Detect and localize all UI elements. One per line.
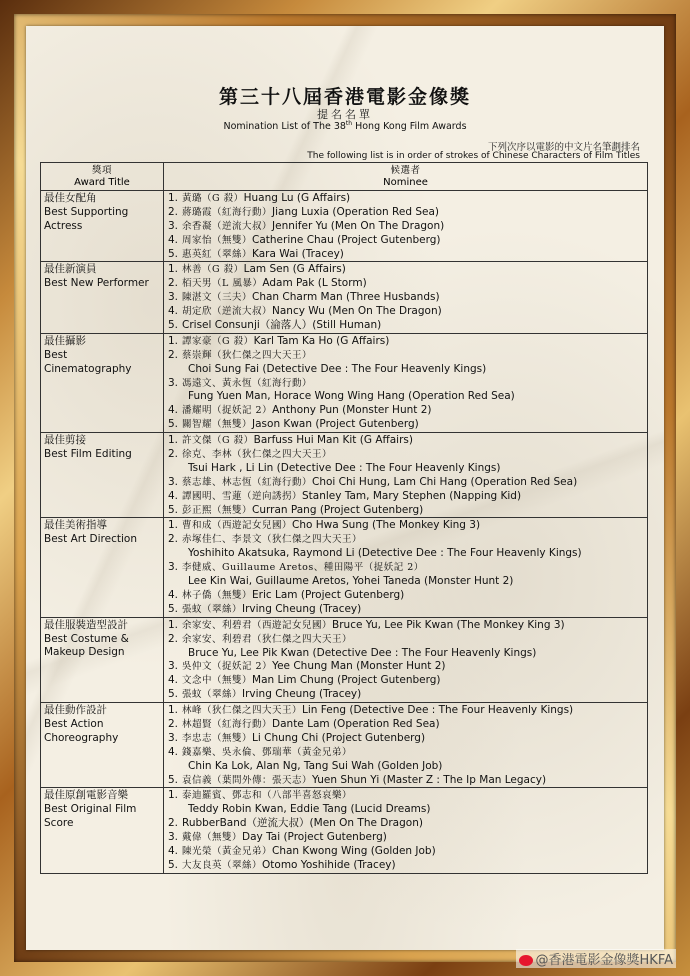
nominee-number: 1.	[168, 334, 179, 347]
nominee-line	[168, 817, 647, 831]
nominee-number: 2.	[168, 277, 179, 290]
nominee-name-en: Yee Chung Man (Monster Hunt 2)	[272, 660, 446, 673]
nominee-name-zh: 黃璐（G 殺）	[182, 193, 244, 204]
table-row	[41, 334, 647, 433]
nominee-name-zh: 曹和成（西遊記女兒國）	[182, 520, 293, 532]
nominee-name-en: Chan Kwong Wing (Golden Job)	[272, 844, 436, 857]
table-row	[41, 518, 647, 617]
award-title-zh: 最佳美術指導	[44, 519, 107, 532]
nominee-name-en: Chin Ka Lok, Alan Ng, Tang Sui Wah (Golden Job)	[188, 759, 443, 772]
award-cell	[41, 618, 164, 702]
table-row	[41, 433, 647, 518]
nominee-number: 3.	[168, 376, 179, 389]
nominee-name-en: Adam Pak (L Storm)	[262, 277, 367, 290]
nominee-line	[168, 349, 647, 363]
table-body	[41, 191, 647, 873]
nominee-name-en: Yoshihito Akatsuka, Raymond Li (Detective Dee : The Four Heavenly Kings)	[188, 547, 582, 560]
nominees-cell	[164, 191, 647, 261]
nominee-line	[168, 206, 647, 220]
award-cell	[41, 788, 164, 872]
award-cell	[41, 518, 164, 616]
nominees-cell	[164, 433, 647, 517]
award-title-en: Choreography	[44, 731, 119, 744]
nominees-cell	[164, 703, 647, 787]
nominee-name-zh: 蔣璐霞（紅海行動）	[182, 206, 273, 218]
nominee-name-en: Day Tai (Project Gutenberg)	[242, 831, 387, 844]
nominee-line	[168, 234, 647, 248]
nominee-name-zh: 文念中（無雙）	[182, 675, 253, 687]
award-column-header: 獎項 Award Title	[41, 163, 164, 190]
award-title-zh: 最佳攝影	[44, 334, 86, 347]
nominee-name-en: Nancy Wu (Men On The Dragon)	[272, 305, 442, 318]
award-title-en: Makeup Design	[44, 646, 125, 659]
nominee-name-en: Choi Sung Fai (Detective Dee : The Four Heavenly Kings)	[188, 362, 487, 375]
nominee-number: 2.	[168, 448, 179, 461]
nominee-name-zh: 李健威、Guillaume Aretos、種田陽平（捉妖記 2）	[182, 562, 424, 574]
award-cell	[41, 433, 164, 517]
nominee-name-zh: 彭正熙（無雙）	[182, 504, 253, 516]
nominee-name-zh: 關智耀（無雙）	[182, 419, 253, 431]
nominee-name-en: Huang Lu (G Affairs)	[243, 192, 351, 204]
table-row	[41, 618, 647, 703]
nominee-number: 2.	[168, 348, 179, 361]
nominee-line	[168, 831, 647, 845]
nominee-line	[168, 291, 647, 305]
nominee-line	[168, 504, 647, 518]
nominee-name-en: Lee Kin Wai, Guillaume Aretos, Yohei Taneda (Monster Hunt 2)	[188, 575, 514, 588]
nominee-name-zh: 余香凝（逆流大叔）	[182, 220, 273, 232]
nominee-line	[168, 248, 647, 262]
nominee-number: 1.	[168, 789, 179, 802]
nominee-line	[168, 377, 647, 391]
nominee-name-en: Jennifer Yu (Men On The Dragon)	[272, 219, 445, 232]
nominee-line	[168, 404, 647, 418]
nominee-line	[168, 746, 647, 760]
nominee-line	[168, 519, 647, 533]
nominee-number: 2.	[168, 205, 179, 218]
nominee-line	[168, 462, 647, 476]
order-note-zh: 下列次序以電影的中文片名筆劃排名	[487, 142, 640, 153]
nominee-name-en: Tsui Hark , Li Lin (Detective Dee : The Four Heavenly Kings)	[188, 461, 501, 474]
nominee-line	[168, 263, 647, 277]
nominee-name-en: Curran Pang (Project Gutenberg)	[252, 503, 424, 516]
nominees-cell	[164, 518, 647, 616]
nominee-number: 4.	[168, 844, 179, 857]
nominees-cell	[164, 788, 647, 872]
nominee-name-en: RubberBand（逆流大叔）(Men On The Dragon)	[182, 817, 423, 830]
nominee-name-en: Irving Cheung (Tracey)	[242, 602, 362, 615]
nominee-line	[168, 192, 647, 206]
nominee-number: 2.	[168, 533, 179, 546]
nominee-line	[168, 476, 647, 490]
nominee-line	[168, 220, 647, 234]
nominee-name-en: Anthony Pun (Monster Hunt 2)	[272, 404, 432, 417]
nominee-number: 4.	[168, 745, 179, 758]
nominee-name-zh: 馮遠文、黃永恆（紅海行動）	[182, 377, 313, 389]
nominee-number: 4.	[168, 404, 179, 417]
nominee-name-zh: 栢天男（L 風暴）	[182, 278, 263, 290]
award-title-zh: 最佳服裝造型設計	[44, 618, 128, 631]
nominee-name-zh: 譚家豪（G 殺）	[182, 335, 254, 347]
nominee-line	[168, 674, 647, 688]
nominee-name-zh: 徐克、李林（狄仁傑之四大天王）	[182, 449, 333, 461]
nominee-name-zh: 大友良英（翠絲）	[182, 859, 263, 871]
award-title-en: Best Costume &	[44, 632, 129, 645]
nominee-name-zh: 余家安、利碧君（狄仁傑之四大天王）	[182, 633, 353, 645]
nominees-cell	[164, 618, 647, 702]
nominee-line	[168, 688, 647, 702]
nominee-name-zh: 泰迪羅賓、鄧志和（八部半喜怒哀樂）	[182, 790, 353, 802]
nominee-name-en: Fung Yuen Man, Horace Wong Wing Hang (Operation Red Sea)	[188, 390, 515, 403]
nominee-name-zh: 林子僑（無雙）	[182, 589, 253, 601]
order-note-en: The following list is in order of strokes of Chinese Characters of Film Titles	[307, 151, 640, 161]
nominee-line	[168, 760, 647, 774]
nominee-line	[168, 633, 647, 647]
nominee-line	[168, 789, 647, 803]
award-cell	[41, 334, 164, 432]
weibo-icon	[519, 955, 533, 966]
nominees-cell	[164, 262, 647, 332]
nominee-name-en: Irving Cheung (Tracey)	[242, 688, 362, 701]
nominee-number: 3.	[168, 660, 179, 673]
nominee-number: 1.	[168, 434, 179, 447]
nominee-line	[168, 589, 647, 603]
nominee-line	[168, 704, 647, 718]
nominee-number: 3.	[168, 291, 179, 304]
nominee-line	[168, 434, 647, 448]
nominee-name-en: Bruce Yu, Lee Pik Kwan (Detective Dee : The Four Heavenly Kings)	[188, 646, 537, 659]
nominee-line	[168, 363, 647, 377]
award-title-en: Best Action	[44, 717, 104, 730]
nominee-name-en: Yuen Shun Yi (Master Z : The Ip Man Legacy)	[312, 773, 547, 786]
nominee-line	[168, 448, 647, 462]
nominee-column-header: 候選者 Nominee	[383, 165, 428, 188]
nominee-number: 3.	[168, 561, 179, 574]
nominee-name-zh: 林峰（狄仁傑之四大天王）	[182, 705, 303, 717]
award-title-en: Actress	[44, 219, 83, 232]
nominee-number: 1.	[168, 263, 179, 276]
subtitle-en: Nomination List of The 38th Hong Kong Film Awards	[223, 120, 467, 133]
nominee-name-zh: 張蚊（翠絲）	[182, 603, 243, 615]
award-title-en: Best New Performer	[44, 277, 149, 290]
nominee-number: 5.	[168, 773, 179, 786]
nominee-name-en: Chan Charm Man (Three Husbands)	[252, 291, 440, 304]
nominee-name-zh: 陳光榮（黃金兄弟）	[182, 845, 273, 857]
nominee-line	[168, 335, 647, 349]
nominee-name-zh: 潘耀明（捉妖記 2）	[182, 405, 273, 417]
nominee-name-zh: 蔡志雄、林志恆（紅海行動）	[182, 476, 313, 488]
nominee-line	[168, 547, 647, 561]
nominee-name-en: Jason Kwan (Project Gutenberg)	[252, 418, 419, 431]
nominee-line	[168, 533, 647, 547]
nominee-line	[168, 774, 647, 788]
nominee-name-zh: 戴偉（無雙）	[182, 832, 243, 844]
nominee-name-zh: 余家安、利碧君（西遊記女兒國）	[182, 619, 333, 631]
nominee-number: 3.	[168, 219, 179, 232]
page-title: 第三十八屆香港電影金像獎	[218, 86, 471, 108]
table-header	[41, 163, 647, 191]
nominees-cell	[164, 334, 647, 432]
nominee-name-zh: 周家怡（無雙）	[182, 234, 253, 246]
nominee-name-zh: 林超賢（紅海行動）	[182, 718, 273, 730]
nominee-line	[168, 718, 647, 732]
nominee-line	[168, 859, 647, 873]
award-title-en: Best	[44, 348, 68, 361]
nominee-number: 1.	[168, 618, 179, 631]
nominee-name-en: Barfuss Hui Man Kit (G Affairs)	[253, 434, 413, 447]
award-cell	[41, 703, 164, 787]
nominee-name-zh: 李忠志（無雙）	[182, 732, 253, 744]
award-title-zh: 最佳動作設計	[44, 704, 107, 717]
nominee-name-en: Man Lim Chung (Project Gutenberg)	[252, 674, 441, 687]
award-title-zh: 最佳剪接	[44, 434, 86, 447]
nominee-line	[168, 305, 647, 319]
nominee-name-en: Eric Lam (Project Gutenberg)	[252, 588, 405, 601]
award-title-zh: 最佳原創電影音樂	[44, 789, 128, 802]
nominee-name-en: Jiang Luxia (Operation Red Sea)	[272, 205, 439, 218]
nominee-name-zh: 許文傑（G 殺）	[182, 435, 254, 447]
nominee-name-en: Bruce Yu, Lee Pik Kwan (The Monkey King 3)	[332, 618, 565, 631]
nominee-name-zh: 林善（G 殺）	[182, 264, 244, 276]
nominee-number: 4.	[168, 588, 179, 601]
nomination-table	[40, 162, 648, 874]
nominee-line	[168, 619, 647, 633]
nominee-name-en: Crisel Consunji（淪落人）(Still Human)	[182, 319, 382, 332]
nominee-number: 4.	[168, 233, 179, 246]
nominee-line	[168, 390, 647, 404]
nominee-name-zh: 譚國明、雪蓮（逆向誘拐）	[182, 490, 303, 502]
nominee-number: 3.	[168, 475, 179, 488]
nominee-line	[168, 660, 647, 674]
nominee-number: 2.	[168, 632, 179, 645]
nominee-number: 2.	[168, 817, 179, 830]
nominee-name-en: Choi Chi Hung, Lam Chi Hang (Operation Red Sea)	[312, 475, 578, 488]
nominee-number: 5.	[168, 418, 179, 431]
nominee-line	[168, 277, 647, 291]
nominee-name-en: Li Chung Chi (Project Gutenberg)	[252, 731, 426, 744]
nominee-name-zh: 胡定欣（逆流大叔）	[182, 306, 273, 318]
nominee-number: 4.	[168, 489, 179, 502]
table-row	[41, 191, 647, 262]
table-row	[41, 703, 647, 788]
nominee-number: 5.	[168, 247, 179, 260]
nominee-line	[168, 319, 647, 333]
subtitle-zh: 提名名單	[317, 108, 373, 121]
nominee-name-en: Otomo Yoshihide (Tracey)	[262, 858, 396, 871]
nominee-line	[168, 803, 647, 817]
nominee-number: 1.	[168, 519, 179, 532]
nominee-number: 5.	[168, 503, 179, 516]
award-cell	[41, 262, 164, 332]
award-title-en: Best Supporting	[44, 205, 129, 218]
nominee-line	[168, 603, 647, 617]
nominee-number: 5.	[168, 858, 179, 871]
nominee-number: 1.	[168, 704, 179, 717]
nominee-number: 2.	[168, 717, 179, 730]
nominee-line	[168, 490, 647, 504]
award-title-en: Cinematography	[44, 362, 132, 375]
award-title-en: Score	[44, 817, 74, 829]
nominee-line	[168, 647, 647, 661]
nominee-name-en: Lin Feng (Detective Dee : The Four Heavenly Kings)	[302, 704, 574, 717]
nominee-name-zh: 吳仲文（捉妖記 2）	[182, 661, 273, 673]
nominee-name-en: Catherine Chau (Project Gutenberg)	[252, 233, 441, 246]
nominee-line	[168, 561, 647, 575]
nominee-name-en: Teddy Robin Kwan, Eddie Tang (Lucid Dreams)	[188, 803, 431, 816]
nominee-name-zh: 袁信義（葉問外傳：張天志）	[182, 774, 313, 786]
nominee-number: 3.	[168, 731, 179, 744]
nominee-name-en: Lam Sen (G Affairs)	[243, 263, 346, 276]
nominee-line	[168, 845, 647, 859]
nominee-name-en: Kara Wai (Tracey)	[252, 247, 344, 260]
nominee-name-zh: 錢嘉樂、吳永倫、鄧瑞華（黃金兄弟）	[182, 746, 353, 758]
award-cell	[41, 191, 164, 261]
award-title-zh: 最佳新演員	[44, 263, 97, 276]
nominee-name-en: Stanley Tam, Mary Stephen (Napping Kid)	[302, 489, 522, 502]
nominee-number: 5.	[168, 688, 179, 701]
table-row	[41, 788, 647, 872]
nominee-name-en: Dante Lam (Operation Red Sea)	[272, 717, 440, 730]
nominee-line	[168, 575, 647, 589]
table-row	[41, 262, 647, 333]
weibo-watermark: @香港電影金像獎HKFA	[516, 949, 676, 968]
award-title-en: Best Original Film	[44, 803, 137, 816]
nominee-name-zh: 蔡崇輝（狄仁傑之四大天王）	[182, 349, 313, 361]
nominee-number: 4.	[168, 305, 179, 318]
nominee-number: 5.	[168, 319, 179, 332]
award-title-zh: 最佳女配角	[44, 192, 97, 204]
nominee-number: 1.	[168, 192, 179, 204]
nominee-number: 5.	[168, 602, 179, 615]
nominee-name-zh: 張蚊（翠絲）	[182, 689, 243, 701]
nominee-name-zh: 赤塚佳仁、李景文（狄仁傑之四大天王）	[182, 534, 363, 546]
nominee-name-zh: 惠英紅（翠絲）	[182, 248, 253, 260]
award-title-en: Best Art Direction	[44, 533, 137, 546]
nominee-number: 4.	[168, 674, 179, 687]
nominee-name-zh: 陳湛文（三夫）	[182, 292, 253, 304]
nominee-name-en: Cho Hwa Sung (The Monkey King 3)	[292, 519, 481, 532]
nominee-line	[168, 418, 647, 432]
nominee-name-en: Karl Tam Ka Ho (G Affairs)	[253, 334, 390, 347]
award-title-en: Best Film Editing	[44, 447, 132, 460]
nominee-line	[168, 732, 647, 746]
nominee-number: 3.	[168, 831, 179, 844]
